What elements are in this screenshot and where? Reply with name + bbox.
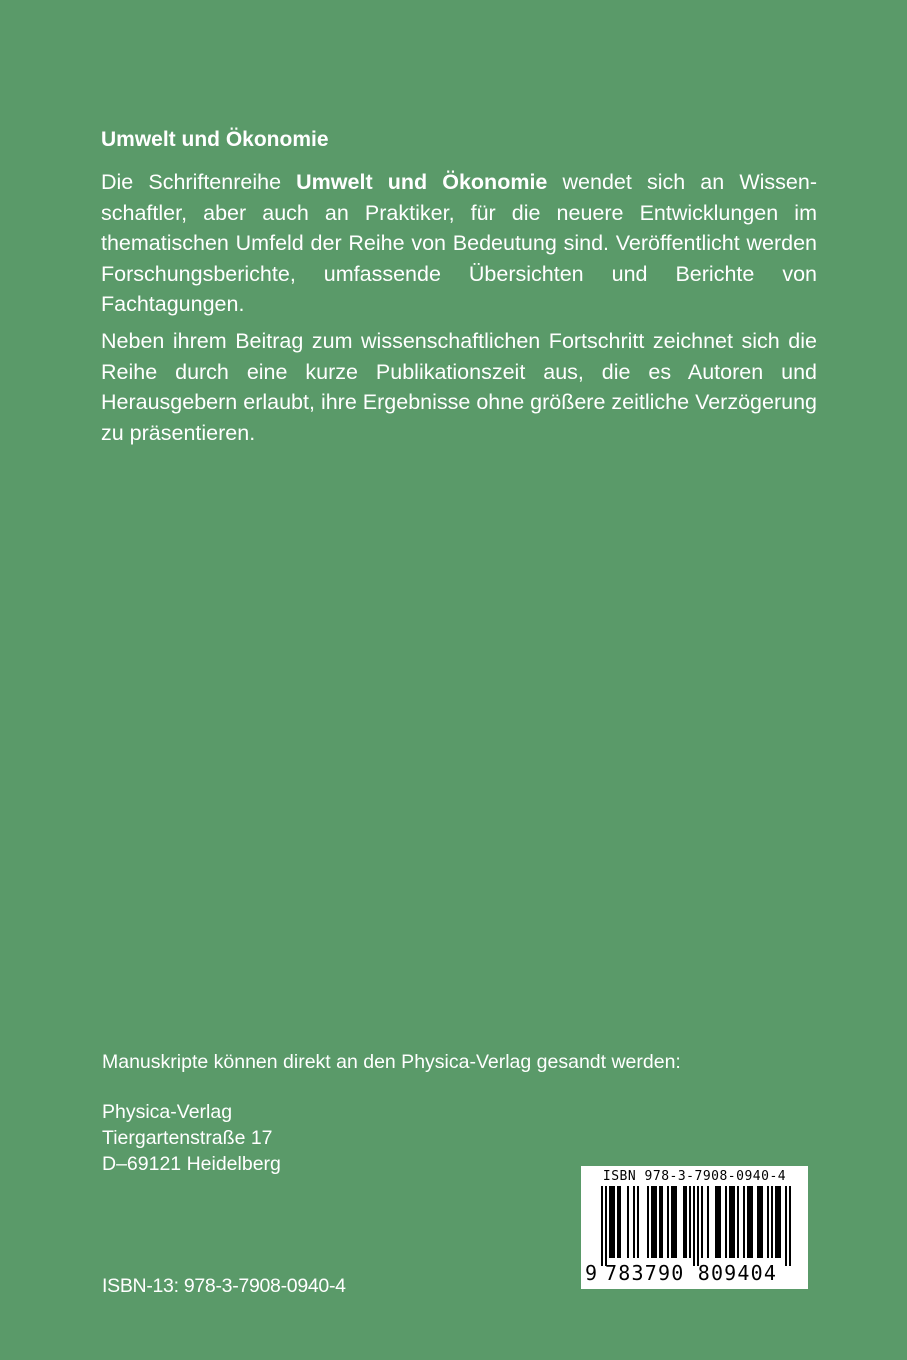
isbn-13: ISBN-13: 978-3-7908-0940-4 [102, 1275, 346, 1297]
barcode-bar [729, 1186, 731, 1258]
barcode-bar [613, 1186, 615, 1258]
barcode-bar [605, 1186, 607, 1266]
barcode-bar [761, 1186, 763, 1258]
barcode-bars [601, 1186, 801, 1266]
barcode-bar [675, 1186, 677, 1258]
barcode-isbn-label: ISBN 978-3-7908-0940-4 [602, 1169, 787, 1184]
barcode-bar [637, 1186, 639, 1258]
barcode-bar [671, 1186, 673, 1258]
series-title: Umwelt und Ökonomie [101, 128, 329, 151]
barcode-bar [725, 1186, 727, 1258]
publisher-address [102, 1099, 281, 1177]
barcode-bar [719, 1186, 721, 1258]
barcode-bar [627, 1186, 629, 1258]
intro-rest: wendet sich an Wissenschaftler, aber auch an Praktiker, für die neuere Entwicklungen im thematischen Umfeld der Reihe von Bedeutung sind. Veröffentlicht werden Forschungsberichte, umfassende Übersichten und Berichte von Fachtagungen. [101, 170, 817, 316]
barcode-bar [777, 1186, 779, 1258]
isbn-barcode [581, 1166, 808, 1289]
barcode-bar [601, 1186, 603, 1266]
barcode-digits [585, 1261, 807, 1285]
barcode-digits-right: 809404 [697, 1261, 778, 1285]
barcode-bar [673, 1186, 675, 1258]
barcode-bar [707, 1186, 709, 1258]
barcode-bar [659, 1186, 661, 1258]
address-line-city: D–69121 Heidelberg [102, 1153, 281, 1175]
intro-lead: Die Schriftenreihe [101, 170, 282, 194]
address-line-street: Tiergartenstraße 17 [102, 1127, 273, 1149]
barcode-bar [655, 1186, 657, 1258]
barcode-digits-left: 783790 [605, 1261, 685, 1285]
barcode-bar [771, 1186, 773, 1258]
barcode-bar [693, 1186, 695, 1266]
barcode-bar [701, 1186, 703, 1258]
barcode-bar [743, 1186, 745, 1258]
barcode-bar [683, 1186, 685, 1258]
barcode-bar [789, 1186, 791, 1266]
second-paragraph: Neben ihrem Beitrag zum wissenschaftlichen Fortschritt zeichnet sich die Reihe durch eine kurze Publikationszeit aus, die es Autoren und Herausgebern erlaubt, ihre Ergebnisse ohne größere zeitliche Verzögerung zu präsentieren. [101, 329, 817, 445]
barcode-bar [757, 1186, 759, 1258]
intro-paragraph [101, 167, 817, 320]
manuscripts-note: Manuskripte können direkt an den Physica-Verlag gesandt werden: [102, 1051, 681, 1073]
barcode-bar [667, 1186, 669, 1258]
barcode-bar [775, 1186, 777, 1258]
barcode-bar [609, 1186, 611, 1258]
barcode-bar [749, 1186, 751, 1258]
barcode-bar [733, 1186, 735, 1258]
address-line-publisher: Physica-Verlag [102, 1101, 233, 1123]
barcode-bar [737, 1186, 739, 1258]
intro-series-name: Umwelt und Ökonomie [296, 170, 548, 194]
barcode-bar [785, 1186, 787, 1266]
barcode-bar [617, 1186, 619, 1258]
barcode-bar [751, 1186, 753, 1258]
barcode-bar [747, 1186, 749, 1258]
barcode-bar [611, 1186, 613, 1258]
barcode-bar [685, 1186, 687, 1258]
barcode-bar [653, 1186, 655, 1258]
barcode-bar [715, 1186, 717, 1258]
barcode-bar [779, 1186, 781, 1258]
barcode-bar [619, 1186, 621, 1258]
barcode-bar [767, 1186, 769, 1258]
barcode-bar [633, 1186, 635, 1258]
barcode-bar [717, 1186, 719, 1258]
barcode-bar [731, 1186, 733, 1258]
barcode-bar [689, 1186, 691, 1258]
barcode-bar [697, 1186, 699, 1266]
barcode-bar [661, 1186, 663, 1258]
barcode-bar [647, 1186, 649, 1258]
barcode-digit-first: 9 [585, 1261, 599, 1285]
barcode-bar [759, 1186, 761, 1258]
barcode-bar [651, 1186, 653, 1258]
